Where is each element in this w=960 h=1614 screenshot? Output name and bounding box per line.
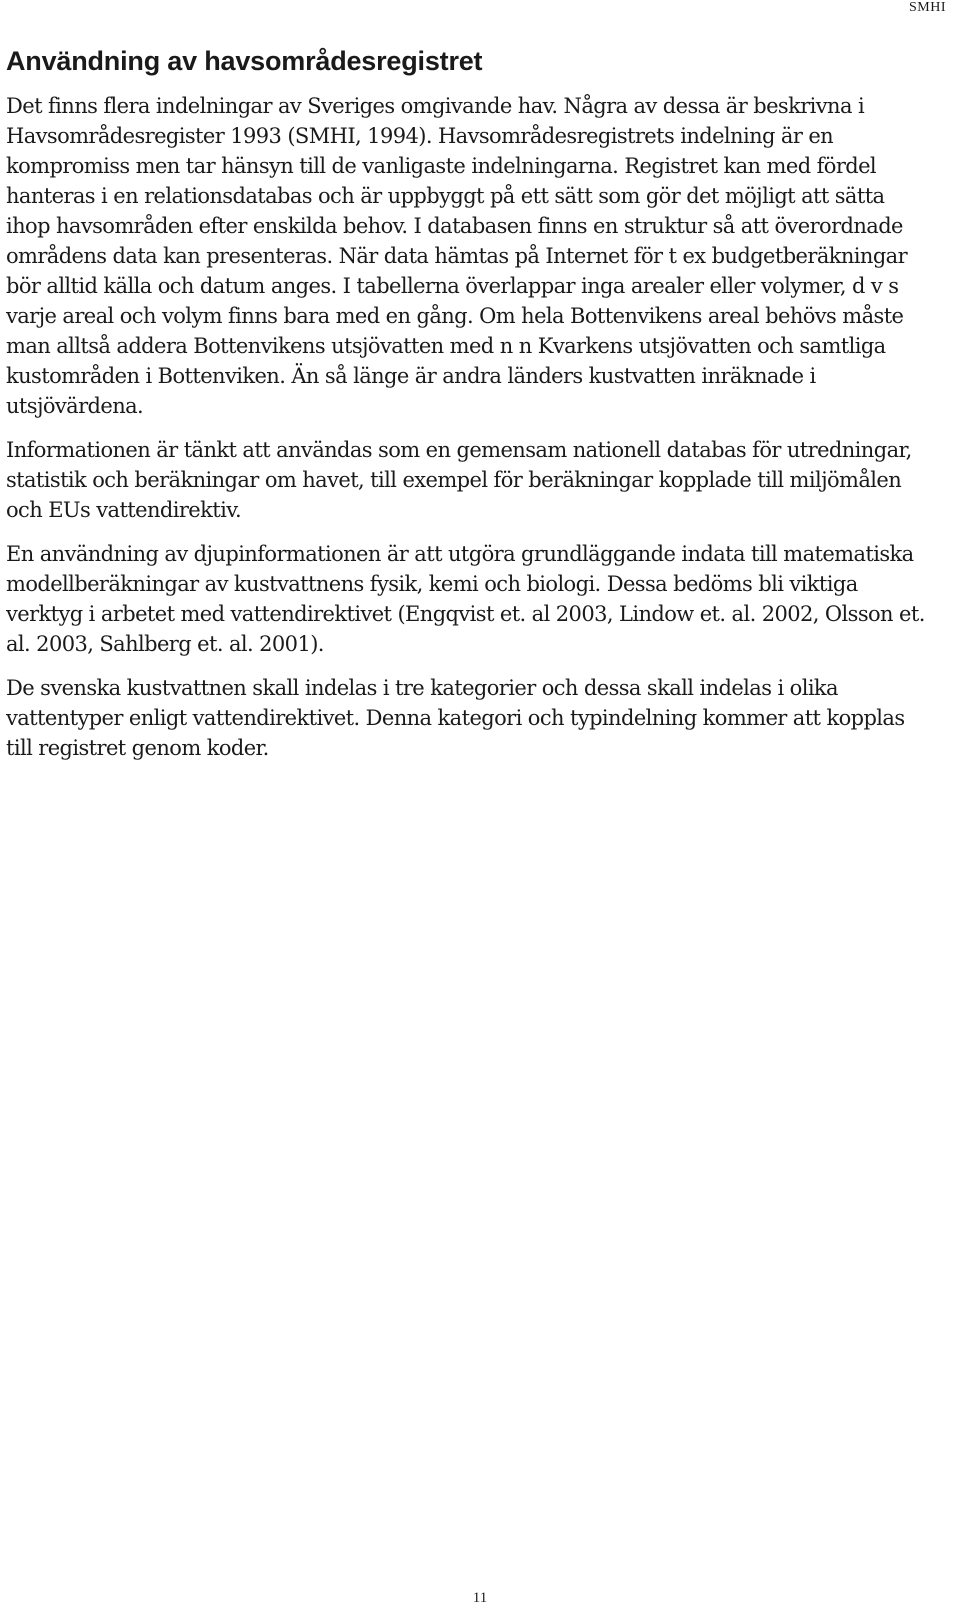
- document-body: [6, 46, 926, 777]
- paragraph-3: En användning av djupinformationen är att utgöra grundläggande indata till matematiska modellberäkningar av kustvattnens fysik, kemi och biologi. Dessa bedöms bli viktiga verktyg i arbetet med vattendirektivet (Engqvist et. al 2003, Lindow et. al. 2002, Olsson et. al. 2003, Sahlberg et. al. 2001).: [6, 542, 925, 656]
- running-header: SMHI: [908, 0, 946, 15]
- paragraph-4: De svenska kustvattnen skall indelas i tre kategorier och dessa skall indelas i olika vattentyper enligt vattendirektivet. Denna kategori och typindelning kommer att kopplas till registret genom koder.: [6, 676, 905, 760]
- page-number: 11: [472, 1590, 488, 1606]
- section-title: Användning av havsområdesregistret: [6, 46, 483, 76]
- paragraph-1: Det finns flera indelningar av Sveriges omgivande hav. Några av dessa är beskrivna i Havsområdesregister 1993 (SMHI, 1994). Havsområdesregistrets indelning är en kompromiss men tar hänsyn till de vanligaste indelningarna. Registret kan med fördel hanteras i en relationsdatabas och är uppbyggt på ett sätt som gör det möjligt att sätta ihop havsområden efter enskilda behov. I databasen finns en struktur så att överordnade områdens data kan presenteras. När data hämtas på Internet för t ex budgetberäkningar bör alltid källa och datum anges. I tabellerna överlappar inga arealer eller volymer, d v s varje areal och volym finns bara med en gång. Om hela Bottenvikens areal behövs måste man alltså addera Bottenvikens utsjövatten med n n Kvarkens utsjövatten och samtliga kustområden i Bottenviken. Än så länge är andra länders kustvatten inräknade i utsjövärdena.: [6, 94, 908, 418]
- paragraph-2: Informationen är tänkt att användas som en gemensam nationell databas för utredningar, statistik och beräkningar om havet, till exempel för beräkningar kopplade till miljömålen och EUs vattendirektiv.: [6, 438, 912, 522]
